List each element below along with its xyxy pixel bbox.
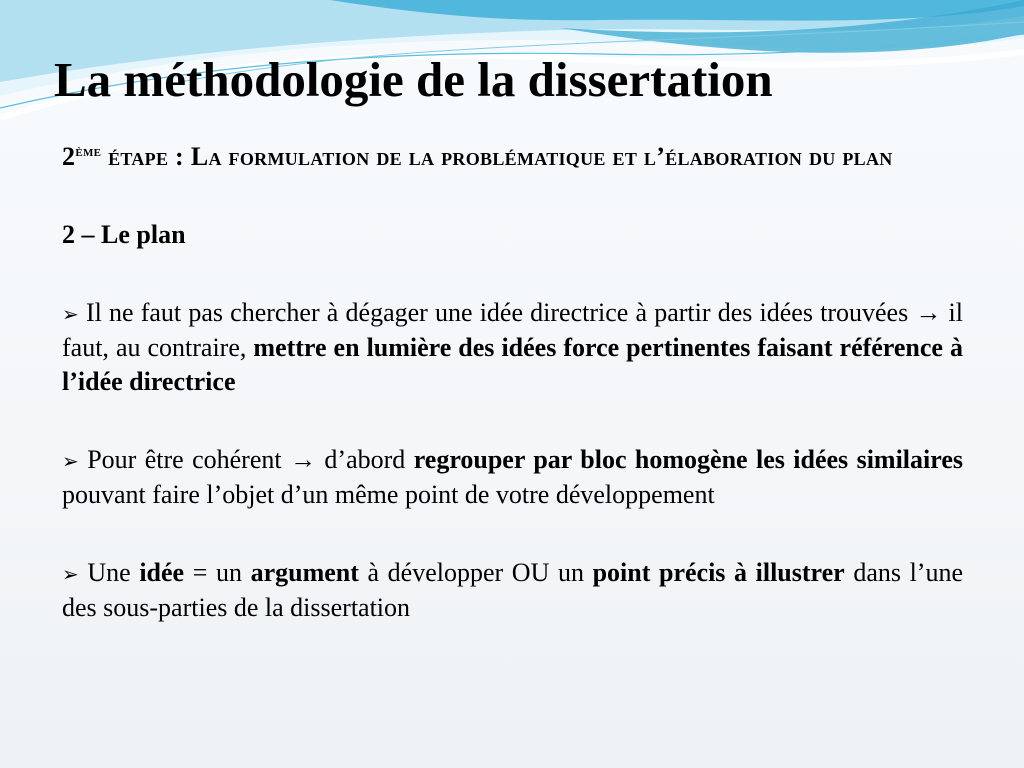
- bullet-emphasis: point précis à illustrer: [592, 558, 845, 587]
- bullet-text: Il ne faut pas chercher à dégager une idée directrice à partir des idées trouvées → il faut, au contraire,: [62, 298, 964, 362]
- bullet-text: dans l’une des sous-parties de la dissertation: [62, 558, 964, 622]
- step-subtitle: [62, 140, 963, 174]
- arrow-bullet-icon: ➢: [62, 302, 79, 326]
- bullet-emphasis: mettre en lumière des idées force pertinentes faisant référence à l’idée directrice: [62, 333, 963, 396]
- bullet-item-2: [62, 443, 963, 512]
- step-number: 2: [62, 142, 76, 171]
- step-ordinal-suffix: ème: [75, 144, 102, 160]
- slide-title: La méthodologie de la dissertation: [54, 52, 773, 107]
- bullet-item-1: [62, 296, 963, 399]
- slide-content: [62, 140, 963, 625]
- bullet-item-3: [62, 556, 963, 625]
- bullet-emphasis: regrouper par bloc homogène les idées similaires: [413, 445, 963, 474]
- arrow-bullet-icon: ➢: [62, 562, 79, 586]
- bullet-text: à développer OU un: [358, 558, 593, 587]
- bullet-text: = un: [184, 558, 251, 587]
- bullet-emphasis: idée: [139, 558, 185, 587]
- bullet-text: Pour être cohérent → d’abord: [87, 445, 414, 474]
- arrow-bullet-icon: ➢: [62, 449, 79, 473]
- bullet-text: Une: [87, 558, 140, 587]
- section-heading: 2 – Le plan: [62, 220, 186, 249]
- step-description: étape : La formulation de la problématique et l’élaboration du plan: [101, 142, 893, 171]
- bullet-emphasis: argument: [250, 558, 359, 587]
- bullet-text: pouvant faire l’objet d’un même point de votre développement: [62, 480, 715, 509]
